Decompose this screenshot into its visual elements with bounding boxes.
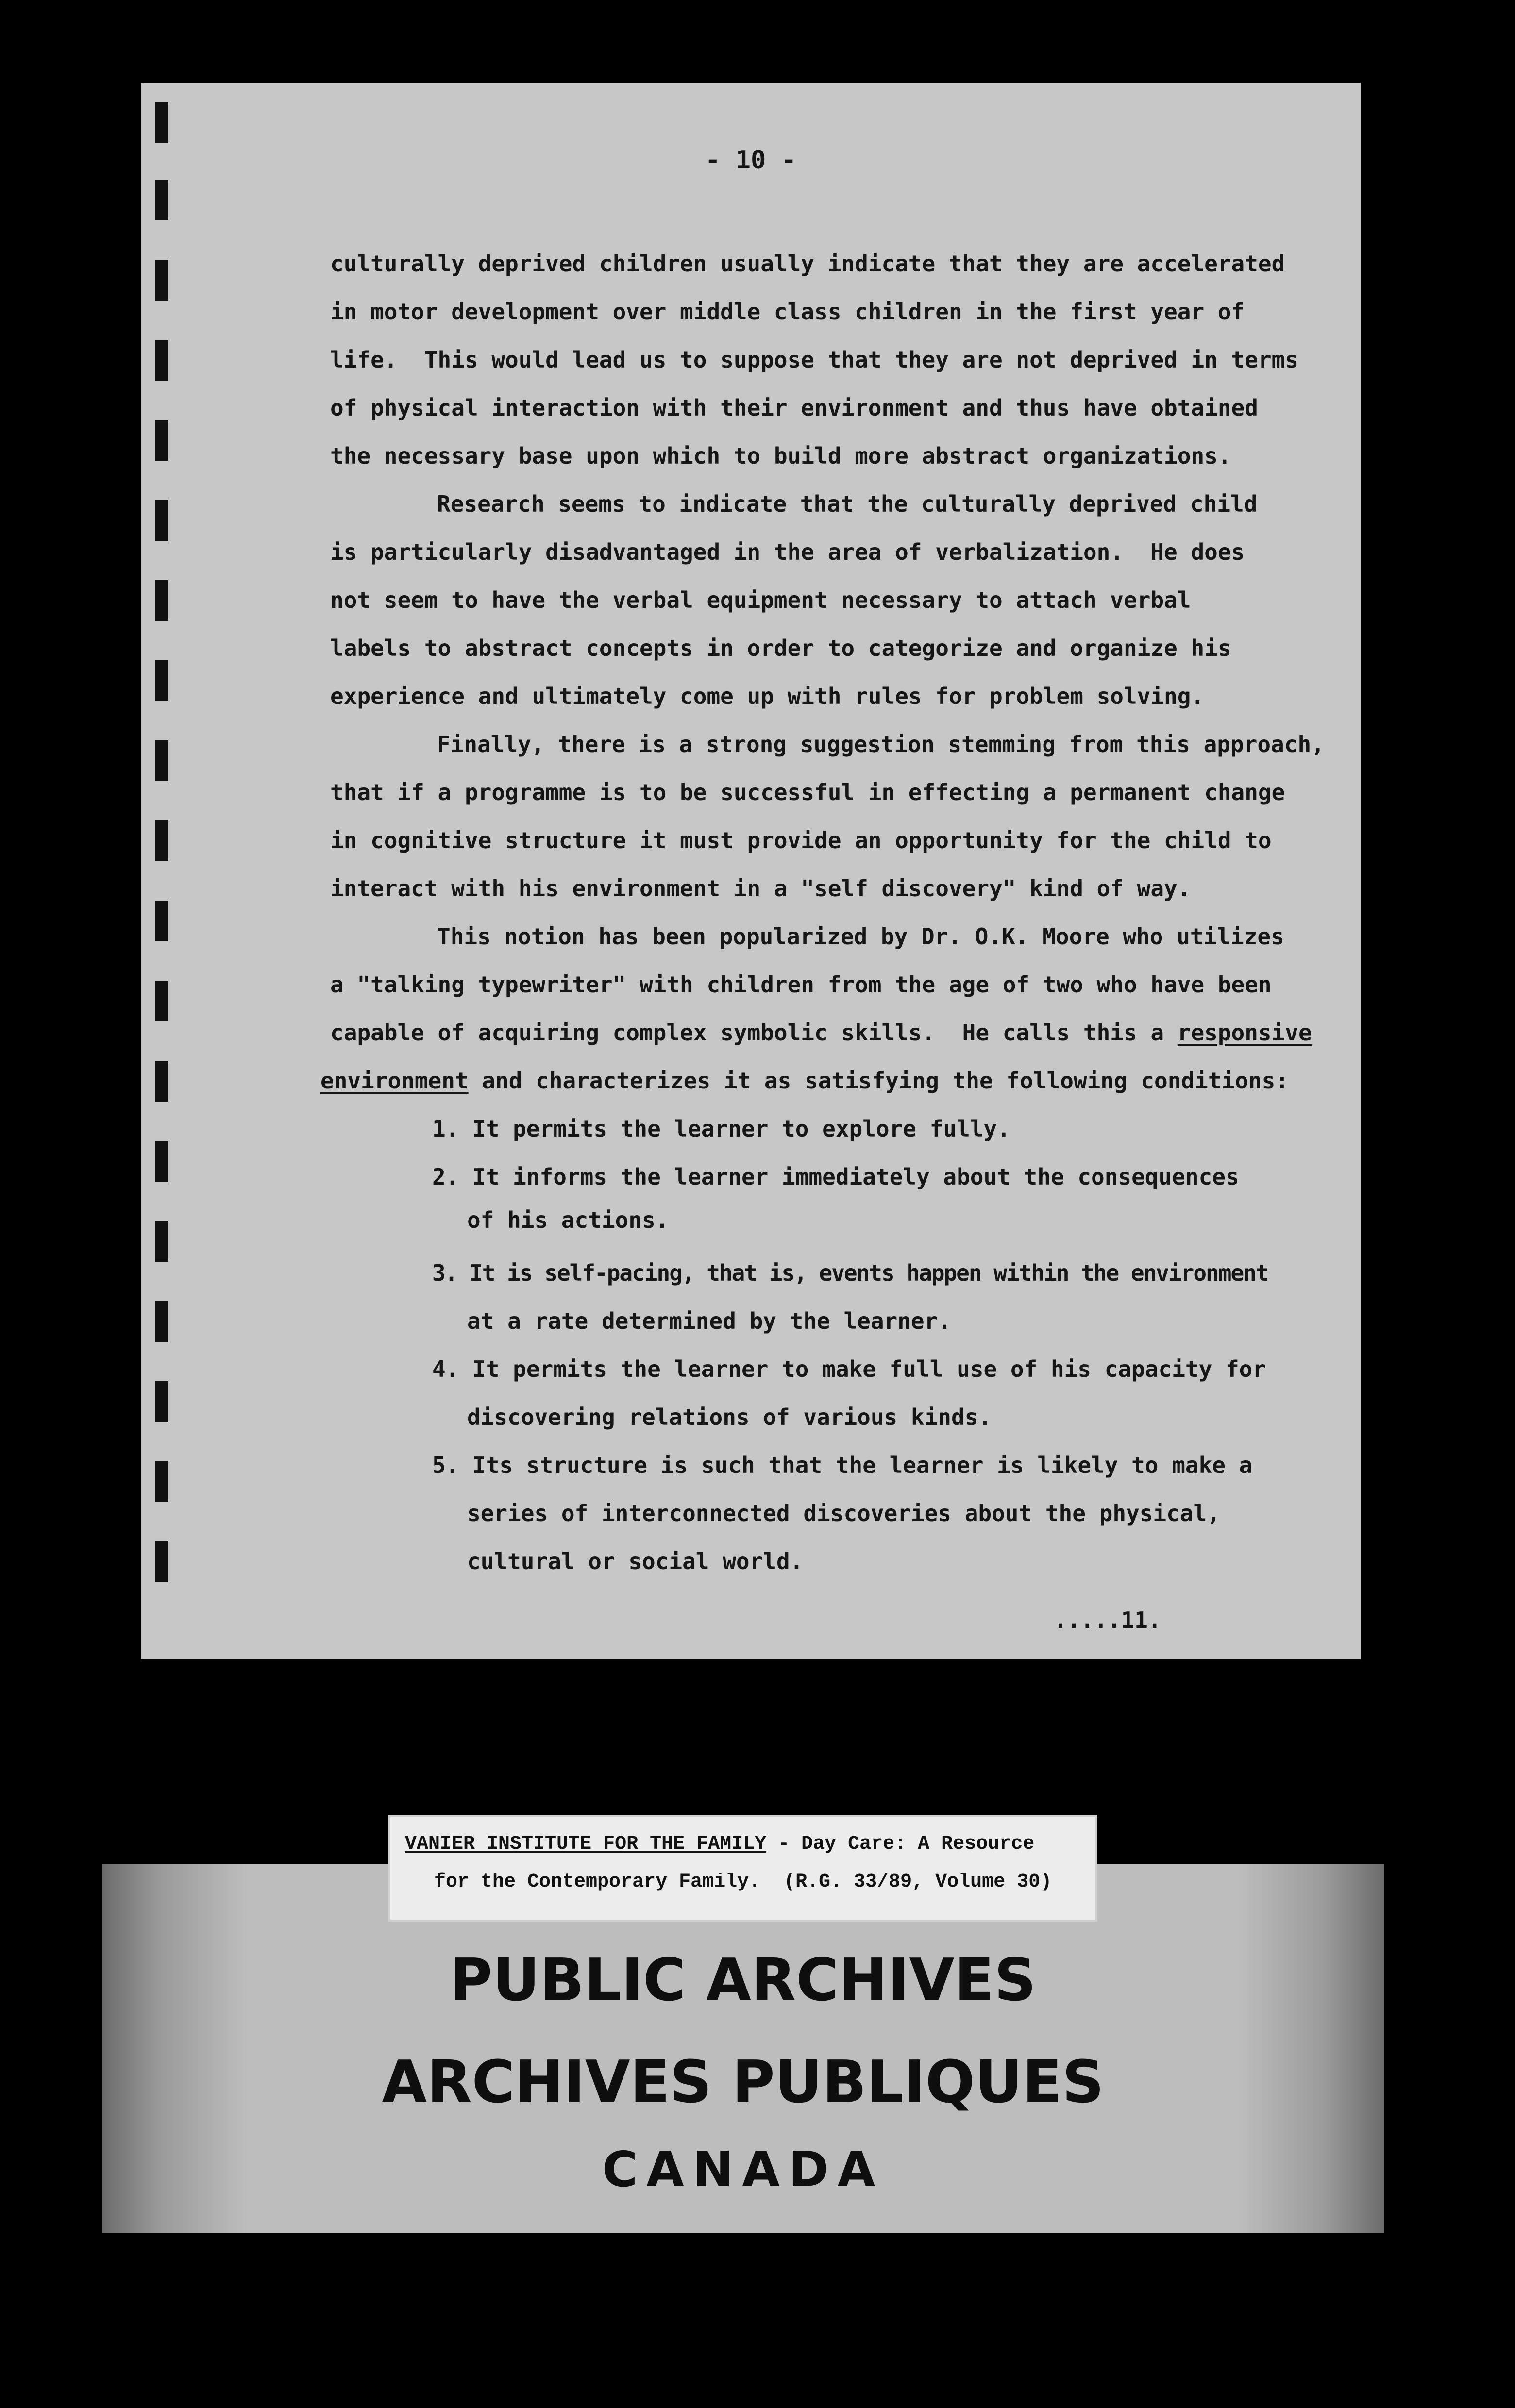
binding-bar [155, 580, 168, 621]
label-subtitle: - Day Care: A Resource [766, 1833, 1035, 1855]
binding-bar [155, 500, 168, 541]
binding-bar [155, 102, 168, 143]
binding-bar [155, 1381, 168, 1422]
text-line: interact with his environment in a "self discovery" kind of way. [330, 875, 1191, 902]
binding-bar [155, 340, 168, 381]
binding-bar [155, 1141, 168, 1182]
list-item: 2. It informs the learner immediately about the consequences [432, 1164, 1239, 1190]
list-item-continuation: discovering relations of various kinds. [467, 1404, 992, 1430]
list-item-continuation: of his actions. [467, 1207, 669, 1233]
text-line: a "talking typewriter" with children from the age of two who have been [330, 971, 1272, 998]
binding-bar [155, 660, 168, 701]
page-number: - 10 - [705, 146, 796, 175]
text-line: life. This would lead us to suppose that they are not deprived in terms [330, 347, 1298, 373]
text-line: in cognitive structure it must provide an opportunity for the child to [330, 827, 1272, 853]
list-item-continuation: at a rate determined by the learner. [467, 1308, 951, 1334]
text-segment: capable of acquiring complex symbolic skills. He calls this a [330, 1020, 1178, 1046]
text-line: experience and ultimately come up with rules for problem solving. [330, 683, 1205, 709]
archive-country: CANADA [602, 2141, 884, 2198]
binding-bar [155, 820, 168, 861]
text-line [330, 1021, 1312, 1044]
continued-page-marker: .....11. [1054, 1607, 1162, 1633]
text-line: of physical interaction with their environment and thus have obtained [330, 395, 1258, 421]
binding-bar [155, 180, 168, 220]
list-item: 4. It permits the learner to make full use of his capacity for [432, 1356, 1266, 1382]
text-line: This notion has been popularized by Dr. O.K. Moore who utilizes [437, 923, 1284, 950]
text-line: is particularly disadvantaged in the area of verbalization. He does [330, 539, 1245, 565]
text-line: culturally deprived children usually indicate that they are accelerated [330, 251, 1285, 277]
text-line: Finally, there is a strong suggestion stemming from this approach, [437, 731, 1325, 757]
document-page [141, 83, 1361, 1659]
binding-bar [155, 1221, 168, 1262]
label-line-1 [405, 1833, 1034, 1855]
list-item-continuation: cultural or social world. [467, 1548, 804, 1574]
list-item-continuation: series of interconnected discoveries about the physical, [467, 1500, 1220, 1526]
archive-reference-label [388, 1815, 1097, 1922]
underlined-term: environment [320, 1068, 469, 1094]
text-line: the necessary base upon which to build more abstract organizations. [330, 443, 1231, 469]
text-line: Research seems to indicate that the culturally deprived child [437, 491, 1258, 517]
list-item: 1. It permits the learner to explore fully. [432, 1116, 1010, 1142]
binding-bar [155, 1461, 168, 1502]
binding-bar [155, 1061, 168, 1102]
binding-bar [155, 1301, 168, 1342]
text-segment: and characterizes it as satisfying the following conditions: [468, 1068, 1289, 1094]
binding-bar [155, 981, 168, 1021]
binding-bar [155, 901, 168, 941]
binding-bar [155, 1541, 168, 1582]
text-line: that if a programme is to be successful in effecting a permanent change [330, 779, 1285, 805]
label-line-2: for the Contemporary Family. (R.G. 33/89, Volume 30) [434, 1871, 1052, 1893]
binding-bar [155, 260, 168, 301]
list-item: 3. It is self-pacing, that is, events happen within the environment [432, 1260, 1268, 1286]
label-institute: VANIER INSTITUTE FOR THE FAMILY [405, 1833, 767, 1855]
binding-bar [155, 420, 168, 461]
archive-title-fr: ARCHIVES PUBLIQUES [382, 2049, 1104, 2116]
text-line: not seem to have the verbal equipment necessary to attach verbal [330, 587, 1191, 613]
archive-title-en: PUBLIC ARCHIVES [450, 1947, 1036, 2014]
binding-bar [155, 740, 168, 781]
text-line: in motor development over middle class children in the first year of [330, 299, 1245, 325]
underlined-term: responsive [1177, 1020, 1312, 1046]
text-line [320, 1070, 1289, 1092]
list-item: 5. Its structure is such that the learner is likely to make a [432, 1452, 1253, 1478]
text-line: labels to abstract concepts in order to categorize and organize his [330, 635, 1231, 661]
